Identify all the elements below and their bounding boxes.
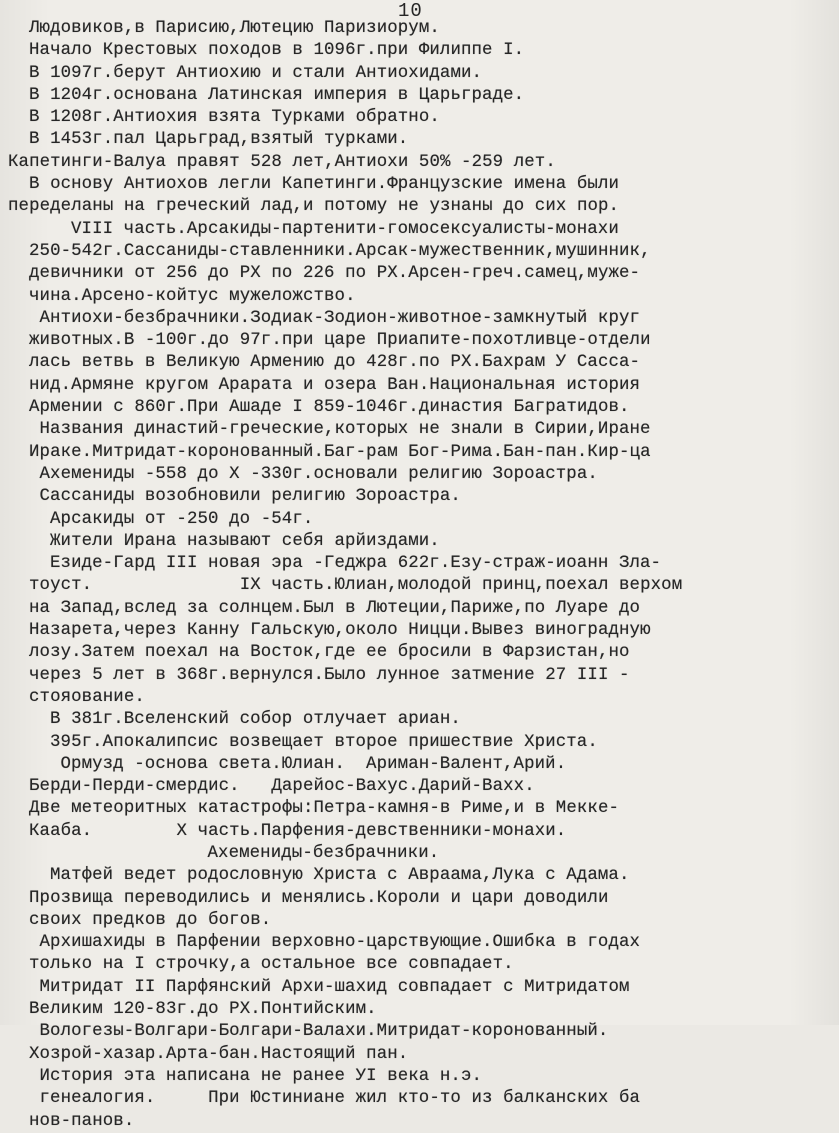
text-line: Ахемениды -558 до Х -330г.основали религию Зороастра.: [39, 464, 598, 484]
text-line: В 1208г.Антиохия взята Турками обратно.: [29, 108, 440, 128]
text-line: Берди-Перди-смердис. Дарейос-Вахус.Дарий-Вахх.: [29, 777, 535, 797]
text-line: 250-542г.Сассаниды-ставленники.Арсак-мужественник,мушинник,: [29, 241, 651, 261]
text-line: В основу Антиохов легли Капетинги.Французские имена были: [29, 175, 620, 195]
text-line: Армении с 860г.При Ашаде I 859-1046г.династия Багратидов.: [29, 398, 630, 418]
text-line: своих предков до богов.: [29, 910, 272, 930]
text-line: Великим 120-83г.до РХ.Понтийским.: [29, 1000, 377, 1020]
text-line: переделаны на греческий лад,и потому не узнаны до сих пор.: [8, 197, 620, 217]
text-line: Архишахиды в Парфении верховно-царствующие.Ошибка в годах: [39, 933, 641, 953]
text-line: Митридат II Парфянский Архи-шахид совпадает с Митридатом: [39, 977, 630, 997]
text-line: VIII часть.Арсакиды-партенити-гомосексуалисты-монахи: [71, 219, 619, 239]
text-line: Сассаниды возобновили религию Зороастра.: [39, 487, 461, 507]
text-line: Названия династий-греческие,которых не знали в Сирии,Иране: [39, 420, 651, 440]
text-line: Вологезы-Волгари-Болгари-Валахи.Митридат-коронованный.: [39, 1022, 609, 1042]
text-line: стояование.: [29, 687, 145, 707]
text-line: через 5 лет в 368г.вернулся.Было лунное затмение 27 III -: [29, 665, 630, 685]
text-line: на Запад,вслед за солнцем.Был в Лютеции,Париже,по Луаре до: [29, 598, 641, 618]
text-line: 395г.Апокалипсис возвещает второе пришествие Христа.: [50, 732, 598, 752]
text-line: В 1204г.основана Латинская империя в Царьграде.: [29, 85, 525, 105]
text-line: Назарета,через Канну Гальскую,около Ницци.Вывез виноградную: [29, 621, 651, 641]
text-line: чина.Арсено-койтус мужеложство.: [29, 286, 356, 306]
text-line: Езиде-Гард III новая эра -Геджра 622г.Езу-страж-иоанн Зла-: [50, 554, 662, 574]
text-line: История эта написана не ранее УI века н.э.: [39, 1066, 483, 1086]
text-line: Начало Крестовых походов в 1096г.при Филиппе I.: [29, 41, 525, 61]
text-line: Антиохи-безбрачники.Зодиак-Зодион-животное-замкнутый круг: [39, 308, 641, 328]
text-line: Ахемениды-безбрачники.: [207, 843, 440, 863]
body-text: [8, 18, 836, 1133]
text-line: Две метеоритных катастрофы:Петра-камня-в Риме,и в Мекке-: [29, 799, 620, 819]
text-line: генеалогия. При Юстиниане жил кто-то из балканских ба: [39, 1089, 641, 1109]
text-line: Жители Ирана называют себя арйиздами.: [50, 531, 440, 551]
text-line: Хозрой-хазар.Арта-бан.Настоящий пан.: [29, 1044, 409, 1064]
text-line: Прозвища переводились и менялись.Короли и цари доводили: [29, 888, 609, 908]
text-line: Ормузд -основа света.Юлиан. Ариман-Валент,Арий.: [60, 754, 567, 774]
text-line: только на I строчку,а остальное все совпадает.: [29, 955, 514, 975]
text-line: лозу.Затем поехал на Восток,где ее бросили в Фарзистан,но: [29, 643, 630, 663]
text-line: Кааба. Х часть.Парфения-девственники-монахи.: [29, 821, 567, 841]
text-line: Людовиков,в Парисию,Лютецию Паризиорум.: [29, 19, 440, 38]
text-line: лась ветвь в Великую Армению до 428г.по РХ.Бахрам У Сасса-: [29, 353, 641, 373]
text-line: Капетинги-Валуа правят 528 лет,Антиохи 50% -259 лет.: [8, 152, 556, 172]
text-line: нид.Армяне кругом Арарата и озера Ван.Национальная история: [29, 375, 641, 395]
text-line: Арсакиды от -250 до -54г.: [50, 509, 314, 529]
text-line: тоуст. IX часть.Юлиан,молодой принц,поехал верхом: [29, 576, 683, 596]
text-line: нов-панов.: [29, 1111, 135, 1131]
text-line: Ираке.Митридат-коронованный.Баг-рам Бог-Рима.Бан-пан.Кир-ца: [29, 442, 651, 462]
text-line: В 1097г.берут Антиохию и стали Антиохидами.: [29, 63, 483, 83]
text-line: девичники от 256 до РХ по 226 по РХ.Арсен-греч.самец,муже-: [29, 264, 641, 284]
text-line: Матфей ведет родословную Христа с Авраама,Лука с Адама.: [50, 866, 630, 886]
text-line: животных.В -100г.до 97г.при царе Приапите-похотливце-отдели: [29, 331, 651, 351]
page-number: 10: [398, 0, 423, 22]
text-line: В 1453г.пал Царьград,взятый турками.: [29, 130, 409, 150]
text-line: В 381г.Вселенский собор отлучает ариан.: [50, 710, 461, 730]
